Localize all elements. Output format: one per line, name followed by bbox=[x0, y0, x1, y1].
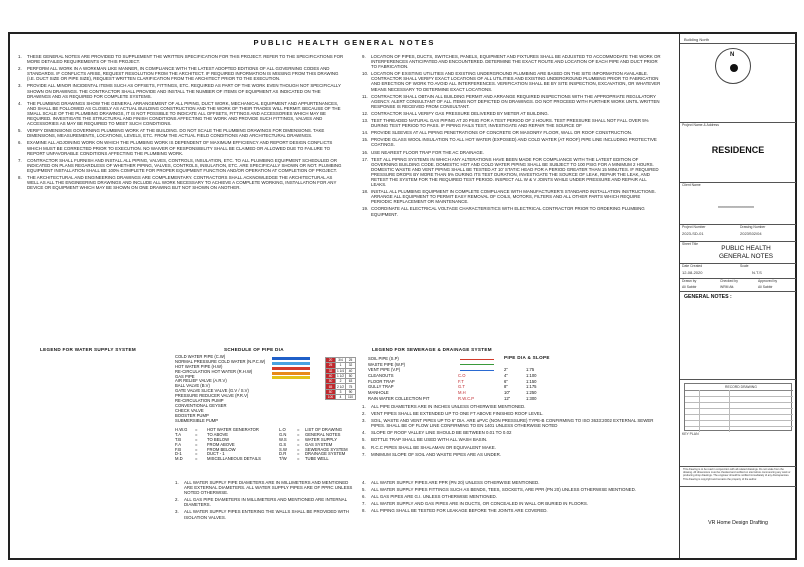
slope-table-title: PIPE DIA & SLOPE bbox=[504, 355, 550, 360]
note-text: LOCATION OF EXISTING UTILITIES AND EXISTING UNDERGROUND PLUMBING ARE BASED ON THE SITE INFORMATION AVAILABLE. CONTRACTOR SHALL VERIFY EXACT LOCATIONS OF ALL UTILITIES AND EXISTING UNDERGROUND PLUMBING PRIOR TO FABRICATION AND ERECTION OF WORK TO AVOID ALL INTERFERENCES. VERIFICATION SHALL BE BY SITE INSPECTION, EXCAVATION, OR WHATEVER MEANS NECESSARY TO DETERMINE EXACT LOCATIONS. bbox=[371, 71, 661, 92]
abbreviation-cell: SEWERAGE SYSTEM bbox=[305, 446, 348, 452]
sewer-slope: 1:175 bbox=[526, 384, 537, 390]
water-legend-item: SUBMERSIBLE PUMP bbox=[175, 417, 219, 423]
abbreviation-cell: M.D bbox=[175, 456, 183, 462]
abbreviation-cell: H.W.G bbox=[175, 427, 188, 432]
note-text: SOIL, WASTE AND VENT PIPES UP TO 6" DIA. ARE uPVC (NON PRESSURE) TYPE-B CONFIRMING TO ISO 3633:2002 EXTERNAL SEWER PIPES. SHALL BE OF FLOW LINE CONFIRMING TO EN 1401 UNLESS OTHERWISE NOTED bbox=[371, 418, 654, 429]
note-number: 6. bbox=[362, 494, 366, 500]
pipe-cell: 100 bbox=[326, 395, 336, 400]
note-text: ALL GAS PIPES ARE G.I. UNLESS OTHERWISE MENTIONED. bbox=[371, 494, 497, 500]
abbreviation-cell: = bbox=[297, 451, 300, 457]
sewer-label: WASTE PIPE (W.P) bbox=[368, 361, 406, 367]
note-text: ALL WATER SUPPLY PIPES ARE PPR (PN 20) UNLESS OTHERWISE MENTIONED. bbox=[371, 480, 540, 485]
water-legend-list bbox=[175, 355, 265, 423]
note-number: 5. bbox=[362, 437, 366, 443]
note-text: BOTTLE TRAP SHALL BE USED WITH ALL WASH BASIN. bbox=[371, 437, 488, 443]
general-notes-bottom bbox=[362, 480, 662, 515]
water-legend-item: BOOSTER PUMP bbox=[175, 412, 209, 418]
building-north-label: Building North bbox=[684, 37, 710, 42]
note-text: MINIMUM SLOPE OF SOIL AND WASTE PIPES ARE AS UNDER. bbox=[371, 451, 501, 457]
note-item bbox=[362, 54, 662, 69]
note-item bbox=[362, 437, 662, 442]
note-text: TEST THREADED NATURAL GAS PIPING AT 20 PSIG FOR A TEST PERIOD OF 2 HOURS. TEST PRESSURE SHALL NOT FALL OVER 5% DURING TEST PERIOD TO PASS. IF PIPING FAILS TEST, INVESTIGATE AND REPAIR THE SOURCE OF bbox=[371, 118, 649, 129]
pipe-row bbox=[326, 358, 356, 363]
pipe-cell: 65 bbox=[326, 384, 336, 389]
note-text: ALL PIPE DIAMETERS ARE IN INCHES UNLESS OTHERWISE MENTIONED. bbox=[371, 404, 526, 409]
abbreviation-cell: D.R bbox=[279, 451, 287, 457]
drawn-value: Ali Sabbir bbox=[682, 285, 697, 289]
pipe-row bbox=[326, 384, 356, 389]
note-number: 11. bbox=[362, 93, 368, 99]
pipe-cell: 3/4 bbox=[336, 358, 346, 363]
abbreviation-cell: HOT WATER GENERATOR bbox=[207, 427, 259, 432]
pipe-row bbox=[326, 389, 356, 394]
sewer-slope: 1:75 bbox=[526, 367, 535, 373]
sewer-slope: 1:150 bbox=[526, 378, 537, 384]
note-text: THESE GENERAL NOTES ARE PROVIDED TO SUPPLEMENT THE WRITTEN SPECIFICATION FOR THIS PROJECT. REFER TO THE SPECIFICATIONS FOR MORE DETAILED REQUIREMENTS OF THIS PROJECT. bbox=[27, 54, 344, 65]
north-arrow-icon bbox=[715, 48, 751, 84]
drawing-number-label: Drawing Number bbox=[740, 225, 766, 229]
pipe-row bbox=[326, 368, 356, 373]
pipe-cell: 90 bbox=[346, 389, 356, 394]
note-number: 10. bbox=[362, 71, 369, 77]
note-text: VERIFY DIMENSIONS GOVERNING PLUMBING WORK AT THE BUILDING. DO NOT SCALE THE PLUMBING DRAWINGS FOR DIMENSIONS. TAKE DIMENSIONS, MEASUREMENTS, LOCATIONS, LEVELS, ETC. FROM THE ACTUAL FIELD CONDITIONS AND ARCHITECTURAL DRAWINGS. bbox=[27, 128, 325, 139]
water-line-swatch bbox=[272, 357, 310, 360]
note-item bbox=[175, 497, 357, 507]
note-number: 6. bbox=[18, 140, 22, 146]
abbreviation-cell: = bbox=[195, 441, 198, 447]
note-item bbox=[362, 480, 662, 485]
sewer-tag: F.T bbox=[458, 378, 464, 384]
abbreviation-row bbox=[175, 457, 365, 462]
abbreviation-cell: = bbox=[195, 436, 198, 442]
abbreviation-cell: S.W bbox=[279, 446, 287, 452]
pipe-row bbox=[326, 363, 356, 368]
pipe-cell: 32 bbox=[346, 363, 356, 368]
client-value: xxxxxxxxxxxxxxxxxx bbox=[718, 204, 754, 209]
water-line-swatch bbox=[272, 376, 310, 379]
note-item bbox=[175, 509, 357, 519]
note-number: 19. bbox=[362, 206, 369, 212]
note-number: 2. bbox=[362, 411, 366, 417]
note-text: THE ARCHITECTURAL AND ENGINEERING DRAWINGS ARE COMPLEMENTARY. CONTRACTORS SHALL ACKNOWLEDGE THE ARCHITECTURAL AS WELL AS ALL THE ENGINEERING DRAWINGS AND INCLUDE ALL WORK NECESSARY TO ACHIEVE A COMPLETE WORKING, INSTALLATION FOR ANY DEVICE OR EQUIPMENT WHICH MAY BE SHOWN ON ONE DRAWING BUT NOT SHOWN ON ANOTHER. bbox=[27, 174, 337, 191]
note-text: COORDINATE ALL ELECTRICAL VOLTAGE CHARACTERISTICS WITH ELECTRICAL CONTRACTOR PRIOR TO ORDERING PLUMBING EQUIPMENT. bbox=[371, 206, 645, 217]
water-line-swatch bbox=[272, 367, 310, 370]
note-text: VENT PIPES SHALL BE EXTENDED UP TO ONE FT ABOVE FINISHED ROOF LEVEL. bbox=[371, 411, 544, 417]
pipe-cell: 4 bbox=[336, 395, 346, 400]
note-item bbox=[18, 101, 344, 126]
sewer-label: SOIL PIPE (S.P) bbox=[368, 356, 399, 361]
abbreviation-cell: T.B bbox=[175, 436, 182, 442]
pipe-cell: 2 1/2 bbox=[336, 384, 345, 389]
abbreviation-cell: = bbox=[195, 431, 198, 437]
pipe-cell: 63 bbox=[346, 379, 356, 384]
note-text: ALL WATER SUPPLY PIPES ENTERING THE WALLS SHALL BE PROVIDED WITH ISOLATION VALVES. bbox=[184, 509, 349, 520]
north-letter: N bbox=[730, 52, 735, 58]
pipe-row bbox=[326, 395, 356, 400]
note-number: 8. bbox=[362, 508, 366, 514]
sewer-label: RAIN WATER COLLECTION PIT bbox=[368, 395, 430, 401]
note-text: PERFORM ALL WORK IN A WORKMAN LIKE MANNER, IN COMPLIANCE WITH THE LATEST ADOPTED EDITIONS OF ALL GOVERNING CODES AND STANDARDS. IF CONFLICTS ARISE, REQUEST RESOLUTION FROM THE ARCHITECT. IF REQUIRED INFORMATION IS MISSING FROM THIS DRAWING (I.E. DUCT SIZE OR PIPE SIZE), REQUEST WRITTEN CLARIFICATION FROM THE ARCHITECT PRIOR TO THE EXECUTION. bbox=[27, 66, 339, 82]
note-number: 14. bbox=[362, 130, 369, 136]
water-legend-item: BALL VALVE (B.V) bbox=[175, 383, 210, 389]
pipe-cell: 50 bbox=[346, 373, 356, 378]
abbreviation-cell: G.N bbox=[279, 431, 287, 437]
pipe-cell: 80 bbox=[326, 389, 336, 394]
sewer-label: CLEANOUTS bbox=[368, 373, 394, 379]
water-supply-notes bbox=[175, 480, 357, 522]
pipe-cell: 32 bbox=[326, 368, 336, 373]
note-text: THE PLUMBING DRAWINGS SHOW THE GENERAL ARRANGEMENT OF ALL PIPING, DUCT WORK, MECHANICAL EQUIPMENT AND APPURTENANCES, AND SHALL BE FOLLOWED AS CLOSELY AS ACTUAL BUILDING CONSTRUCTION AND THE WORK OF THEIR TRADES WILL PERMIT. BECAUSE OF THE SMALL SCALE OF THE PLUMBING DRAWINGS, IT IS NOT POSSIBLE TO INDICATE ALL OFFSETS, FITTINGS AND ACCESSORIES WHICH MAY BE REQUIRED. INVESTIGATE THE STRUCTURAL AND FINISH CONDITIONS AFFECTING THE WORK AND PROVIDE SUCH FITTINGS, VALVES AND ACCESSORIES AS MAY BE REQUIRED TO MEET SUCH CONDITIONS. bbox=[27, 100, 341, 127]
pipe-cell: 50 bbox=[326, 379, 336, 384]
abbreviation-cell: = bbox=[297, 441, 300, 447]
note-number: 13. bbox=[362, 118, 369, 124]
checked-label: Checked by bbox=[720, 279, 738, 283]
note-text: PROVIDE GLASS WOOL INSULATION TO ALL HOT WATER (EXPOSED) AND COLD WATER (AT ROOF) PIPE LINE INCLUDING PROTECTIVE COATINGS. bbox=[371, 137, 657, 148]
note-number: 3. bbox=[175, 509, 179, 515]
approved-label: Approved by bbox=[758, 279, 778, 283]
drawing-number: 2023S02/04 bbox=[740, 231, 762, 236]
water-legend-title: LEGEND FOR WATER SUPPLY SYSTEM bbox=[40, 347, 136, 352]
water-legend-item: NORMAL PRESSURE COLD WATER (N.P.C.W) bbox=[175, 358, 266, 364]
note-number: 1. bbox=[362, 404, 366, 409]
abbreviation-cell: D-1 bbox=[175, 451, 182, 457]
sewer-tag: G.T bbox=[458, 384, 465, 390]
abbreviation-cell: = bbox=[297, 436, 300, 442]
note-item bbox=[362, 430, 662, 435]
sewer-slope: 1:250 bbox=[526, 390, 537, 396]
project-number: 2023-SD-01 bbox=[682, 231, 704, 236]
abbreviation-cell: MISCELLANEOUS DETAILS bbox=[207, 456, 261, 462]
sewer-line-swatch bbox=[460, 370, 494, 371]
project-number-label: Project Number bbox=[682, 225, 706, 229]
sewer-label: GULLY TRAP bbox=[368, 384, 394, 390]
note-number: 7. bbox=[18, 157, 22, 163]
abbreviation-cell: = bbox=[297, 431, 300, 437]
note-item bbox=[362, 418, 662, 428]
sewer-dia: 8" bbox=[504, 384, 508, 390]
pipe-cell: 1 1/2 bbox=[336, 374, 345, 379]
water-legend-item: GAS PIPE bbox=[175, 373, 195, 379]
note-item bbox=[18, 83, 344, 98]
note-item bbox=[362, 111, 662, 116]
note-item bbox=[18, 140, 344, 155]
water-legend-item: RE-CIRCULATION PUMP bbox=[175, 398, 224, 404]
abbreviation-cell: L.O bbox=[279, 427, 286, 432]
water-legend-item: COLD WATER PIPE (C.W) bbox=[175, 354, 226, 359]
note-number: 16. bbox=[362, 149, 369, 155]
drawing-sheet bbox=[8, 32, 797, 560]
approved-value: Ali Sabbir bbox=[758, 285, 773, 289]
note-number: 1. bbox=[18, 54, 22, 59]
sewer-slope: 1:300 bbox=[526, 395, 537, 401]
note-item bbox=[18, 66, 344, 81]
scale-label: Scale bbox=[740, 264, 749, 268]
pipe-cell: 3 bbox=[336, 389, 346, 394]
sewer-legend-row bbox=[368, 396, 568, 402]
note-number: 2. bbox=[18, 66, 22, 72]
note-number: 5. bbox=[18, 128, 22, 134]
abbreviation-cell: GAS SYSTEM bbox=[305, 441, 333, 447]
general-notes-left bbox=[18, 54, 344, 192]
general-notes-right bbox=[362, 54, 662, 219]
water-line-swatch bbox=[272, 372, 310, 375]
pipe-cell: 40 bbox=[326, 373, 336, 378]
checked-value: WRM Att. bbox=[720, 285, 735, 289]
key-plan-label: KEY PLAN bbox=[682, 432, 699, 436]
note-item bbox=[18, 175, 344, 190]
sewer-dia: 6" bbox=[504, 378, 508, 384]
sewer-dia: 4" bbox=[504, 373, 508, 379]
note-item bbox=[362, 150, 662, 155]
sewer-line-swatch bbox=[460, 364, 494, 365]
pipe-schedule-title: SCHEDULE OF PIPE DIA bbox=[224, 347, 284, 352]
note-item bbox=[18, 158, 344, 173]
sewer-legend-list bbox=[368, 356, 568, 402]
abbreviation-cell: T.A bbox=[175, 431, 182, 437]
note-text: R.C.C PIPES SHALL BE SHALAMAN OR EQUIVALENT MAKE. bbox=[371, 444, 496, 450]
note-number: 7. bbox=[362, 501, 366, 507]
note-item bbox=[18, 54, 344, 64]
note-item bbox=[362, 445, 662, 450]
water-legend-swatches bbox=[272, 355, 310, 381]
pipe-cell: 1 bbox=[336, 363, 346, 368]
note-item bbox=[362, 404, 662, 409]
note-text: ALL GAS PIPE DIAMETERS IN MILLIMETERS AND MENTIONED ARE INTERNAL DIAMETERS. bbox=[184, 497, 347, 508]
pipe-cell: 25 bbox=[326, 363, 336, 368]
note-item bbox=[362, 501, 662, 506]
note-number: 6. bbox=[362, 444, 366, 450]
sewer-label: VENT PIPE (V.P) bbox=[368, 367, 401, 373]
note-item bbox=[362, 494, 662, 499]
note-number: 8. bbox=[18, 174, 22, 180]
drawn-label: Drawn by bbox=[682, 279, 697, 283]
note-item bbox=[362, 508, 662, 513]
note-text: TEST ALL PIPING SYSTEMS IN WHICH ANY ALTERATIONS HAVE BEEN MADE FOR COMPLIANCE WITH THE LATEST EDITION OF GOVERNING BUILDING CODE. DOMESTIC HOT AND COLD WATER PIPING SHALL BE SUBJECT TO 100 PSIG FOR A MINIMUM 2 HOURS. DOMESTIC WASTE AND VENT PIPING SHALL BE TESTED AT 10' STATIC HEAD FOR A PERIOD GREATER THAN 15 MINUTES. IF REQUIRED PRESSURE DROPS BY MORE THAN 5% DURING ITS TEST DURATION, INVESTIGATE THE SOURCE OF LEAK, REPAIR THE LEAK, AND RETEST THE SYSTEM FOR THE REQUIRED TEST PERIOD. INSPECT ALL W & V JOINTS WHILE UNDER PRESSURE AND REPAIR ALL LEAKS. bbox=[371, 156, 659, 188]
note-text: PROVIDE ALL MINOR INCIDENTAL ITEMS SUCH AS OFFSETS, FITTINGS, ETC. REQUIRED AS PART OF THE WORK EVEN THOUGH NOT SPECIFICALLY SHOWN ON DRAWINGS. THE CONTRACTOR SHALL PROVIDE AND INSTALL THE NUMBER OF ITEMS OF EQUIPMENT AS INDICATED ON THE DRAWINGS AND AS REQUIRED FOR COMPLETE SYSTEMS. bbox=[27, 83, 341, 99]
title-block bbox=[679, 34, 795, 558]
note-item bbox=[362, 487, 662, 492]
abbreviation-cell: FROM BELOW bbox=[207, 446, 236, 452]
note-number: 15. bbox=[362, 137, 369, 143]
abbreviation-cell: = bbox=[297, 427, 300, 432]
scale-value: N.T.S bbox=[752, 270, 762, 275]
notes-area bbox=[10, 34, 679, 558]
note-number: 4. bbox=[362, 430, 366, 436]
water-legend-item: RE-CIRCULATION HOT WATER (R.H.W) bbox=[175, 368, 253, 374]
sewer-tag: M.H bbox=[458, 390, 466, 396]
note-text: ALL WATER SUPPLY PIPE DIAMETERS ARE IN MILLIMETERS AND MENTIONED ARE EXTERNAL DIAMETERS. ALL WATER SUPPLY PIPES ARE OF PPRC UNLESS NOTED OTHERWISE. bbox=[184, 480, 353, 496]
sheet-title-label: Sheet Title bbox=[682, 242, 699, 246]
sewer-label: FLOOR TRAP bbox=[368, 378, 395, 384]
note-item bbox=[362, 130, 662, 135]
note-text: CONTRACTOR SHALL VERIFY GAS PRESSURE DELIVERED BY METER AT BUILDING. bbox=[371, 110, 549, 116]
abbreviation-cell: FROM ABOVE bbox=[207, 441, 235, 447]
note-number: 17. bbox=[362, 156, 369, 162]
note-number: 4. bbox=[362, 480, 366, 485]
note-item bbox=[362, 118, 662, 128]
general-notes-label: GENERAL NOTES : bbox=[684, 294, 732, 300]
abbreviation-cell: T/W bbox=[279, 456, 287, 462]
note-text: USE NEAREST FLOOR TRAP FOR THE AC DRAINAGE. bbox=[371, 149, 484, 155]
date-value: 12-08-2020 bbox=[682, 270, 703, 275]
pipe-cell: 110 bbox=[346, 395, 356, 400]
water-legend-item: CHECK VALVE bbox=[175, 407, 204, 413]
company-name: VR Home Design Drafting bbox=[708, 520, 768, 526]
note-item bbox=[175, 480, 357, 495]
abbreviation-cell: LIST OF DRAWING bbox=[305, 427, 342, 432]
note-number: 4. bbox=[18, 100, 22, 106]
abbreviation-cell: = bbox=[195, 446, 198, 452]
sewer-tag: R.W.C.P bbox=[458, 395, 475, 401]
project-label: Project Name & Address bbox=[682, 123, 719, 127]
note-text: CONTRACTOR SHALL FURNISH AND INSTALL ALL PIPING, VALVES, CONTROLS, INSULATION, ETC. TO ALL PLUMBING EQUIPMENT SCHEDULED OR INDICATED ON PLANS REGARDLESS OF WHETHER PIPING, VALVES, CONTROLS, INSULATION, ETC. ARE SPECIFICALLY SHOWN OR NOT. PLUMBING EQUIPMENT INSTALLATION SHALL BE 100% COMPLETE FOR PROPER EQUIPMENT FUNCTION AND/OR OPERATION AT COMPLETION OF PROJECT. bbox=[27, 157, 342, 173]
abbreviation-cell: = bbox=[195, 427, 198, 432]
note-item bbox=[362, 94, 662, 109]
pipe-cell: 1 1/4 bbox=[336, 368, 345, 373]
abbreviation-cell: = bbox=[297, 456, 300, 462]
water-legend-item: AIR RELIEF VALVE (A.R.V) bbox=[175, 378, 227, 384]
note-item bbox=[362, 411, 662, 416]
abbreviation-cell: DUCT - 1 bbox=[207, 451, 225, 457]
abbreviation-cell: DRAINAGE SYSTEM bbox=[305, 451, 346, 457]
note-text: ALL WATER SUPPLY PIPES FITTINGS SUCH AS BENDS, TEES, SOCKETS, ARE PPR (PN 20) UNLESS OTHERWISE MENTIONED. bbox=[371, 487, 636, 493]
water-legend-item: PRESSURE REDUCER VALVE (P.R.V) bbox=[175, 393, 249, 399]
note-number: 7. bbox=[362, 451, 366, 457]
note-text: LOCATION OF PIPES, DUCTS, SWITCHES, PANELS, EQUIPMENT AND FIXTURES SHALL BE ADJUSTED TO ACCOMMODATE THE WORK OR INTERFERENCES ANTICIPATED AND ENCOUNTERED. DETERMINE THE EXACT ROUTE AND LOCATION OF EACH PIPE AND DUCT PRIOR TO FABRICATION. bbox=[371, 54, 661, 70]
note-item bbox=[362, 71, 662, 91]
note-text: INSTALL ALL PLUMBING EQUIPMENT IN COMPLETE COMPLIANCE WITH MANUFACTURER'S STANDARD INSTALLATION INSTRUCTIONS. ARRANGE ALL EQUIPMENT TO PERMIT EASY REMOVAL OF COILS, MOTORS, FILTERS AND ALL OTHER PARTS WHICH REQUIRE PERIODIC REPLACEMENT OR MAINTENANCE. bbox=[371, 189, 656, 205]
water-legend-item: HOT WATER PIPE (H.W) bbox=[175, 363, 223, 369]
pipe-dia-table bbox=[325, 357, 356, 400]
note-text: EXAMINE ALL ADJOINING WORK ON WHICH THE PLUMBING WORK IS DEPENDENT OF MAXIMUM EFFICIENCY AND REPORT DESIGN CONFLICTS WHICH MUST BE CORRECTED PRIOR TO EXECUTION. NO WAIVER OF RESPONSIBILITY SHALL BE CLAIMED OR ALLOWED DUE TO FAILURE TO REPORT UNFAVORABLE CONDITIONS AFFECTING THE PLUMBING WORK. bbox=[27, 140, 333, 156]
pipe-cell: 2 bbox=[336, 379, 346, 384]
pipe-row bbox=[326, 379, 356, 384]
record-drawing-title: RECORD DRAWING bbox=[725, 385, 757, 389]
abbreviation-cell: = bbox=[195, 451, 198, 457]
water-legend-item: CONVENTIONAL GEYSER bbox=[175, 402, 227, 408]
abbreviation-cell: TO BELOW bbox=[207, 436, 230, 442]
project-name: RESIDENCE bbox=[711, 145, 765, 155]
pipe-cell: 75 bbox=[346, 384, 356, 389]
note-text: SLOPE OF ROOF VALLEY LINE SHOULD BE BETWEEN 0.01 TO 0.02 bbox=[371, 430, 512, 436]
note-number: 18. bbox=[362, 189, 369, 195]
sewer-dia: 2" bbox=[504, 367, 508, 373]
note-number: 5. bbox=[362, 487, 366, 493]
sewer-label: MANHOLE bbox=[368, 390, 389, 396]
note-text: PROVIDE SLEEVES AT ALL PIPING PENETRATIONS OF CONCRETE OR MASONRY FLOOR, WALL OR ROOF CONSTRUCTION. bbox=[371, 130, 633, 136]
sewer-dia: 10" bbox=[504, 390, 511, 396]
note-item bbox=[362, 157, 662, 188]
sewer-tag: C.O bbox=[458, 373, 466, 379]
sheet-title: PUBLIC HEALTH GENERAL NOTES bbox=[718, 245, 774, 260]
abbreviation-cell: F.B bbox=[175, 446, 182, 452]
note-text: CONTRACTOR SHALL OBTAIN ALL BUILDING PERMIT AND ARRANGE REQUIRED INSPECTIONS WITH THE APPROPRIATE REGULATORY AGENCY. ALERT CONSULTANT OF ALL ITEMS NOT DEPICTED ON DRAWINGS. DO NOT PROCEED WITH FURTHER WORK UNTIL WRITTEN RESPONSE IS RECEIVED FROM CONSULTANT. bbox=[371, 93, 660, 109]
note-text: ALL PIPING SHALL BE TESTED FOR LEAKAGE BEFORE THE JOINTS ARE COVERED. bbox=[371, 508, 548, 514]
note-item bbox=[362, 206, 662, 216]
sewer-line-swatch bbox=[460, 359, 494, 360]
sewer-dia: 12" bbox=[504, 395, 511, 401]
note-number: 9. bbox=[362, 54, 366, 59]
note-item bbox=[362, 189, 662, 204]
note-number: 2. bbox=[175, 497, 179, 503]
abbreviation-cell: = bbox=[195, 456, 198, 462]
abbreviation-cell: F.A bbox=[175, 441, 182, 447]
abbreviation-cell: W.S bbox=[279, 436, 287, 442]
pipe-cell: 20 bbox=[326, 358, 336, 363]
note-item bbox=[18, 128, 344, 138]
note-text: ALL WATER SUPPLY AND GAS PIPES ARE IN DUCTS, OR CONCEALED IN WALL OR BURIED IN FLOORS. bbox=[371, 501, 588, 507]
abbreviation-cell: WATER SUPPLY bbox=[305, 436, 338, 442]
pipe-row bbox=[326, 373, 356, 378]
water-legend-item: GATE VALVE SLICE VALVE (G.V / S.V) bbox=[175, 388, 249, 394]
note-number: 3. bbox=[18, 83, 22, 89]
date-label: Date Created bbox=[682, 264, 703, 268]
sewer-notes bbox=[362, 404, 662, 459]
note-item bbox=[362, 137, 662, 147]
abbreviation-cell: = bbox=[297, 446, 300, 452]
abbreviation-cell: TO ABOVE bbox=[207, 431, 229, 437]
pipe-cell: 40 bbox=[346, 368, 356, 373]
pipe-cell: 25 bbox=[346, 358, 356, 363]
note-number: 3. bbox=[362, 418, 366, 424]
note-item bbox=[362, 452, 662, 457]
abbreviation-cell: GENERAL NOTES bbox=[305, 431, 341, 437]
sewer-slope: 1:100 bbox=[526, 373, 537, 379]
note-number: 12. bbox=[362, 110, 369, 116]
client-label: Client Name bbox=[682, 183, 701, 187]
water-line-swatch bbox=[272, 362, 310, 365]
disclaimer: This drawing is to be read in conjunction with all related drawings. Do not scale from the drawing. All dimensions must be checked and verified on site before commencing any work or producing shop drawings. The engineer should be notified immediately of any discrepancies. This drawing is copyright and remains the property of the author. bbox=[683, 468, 791, 481]
sewer-legend-title: LEGEND FOR SEWERAGE & DRAINAGE SYSTEM bbox=[372, 347, 492, 352]
sheet-heading: PUBLIC HEALTH GENERAL NOTES bbox=[253, 38, 436, 47]
abbreviation-cell: TUBE WELL bbox=[305, 456, 329, 462]
abbreviation-list bbox=[175, 428, 365, 462]
record-drawing-table bbox=[684, 383, 792, 431]
abbreviation-cell: G.S bbox=[279, 441, 287, 447]
note-number: 1. bbox=[175, 480, 179, 485]
